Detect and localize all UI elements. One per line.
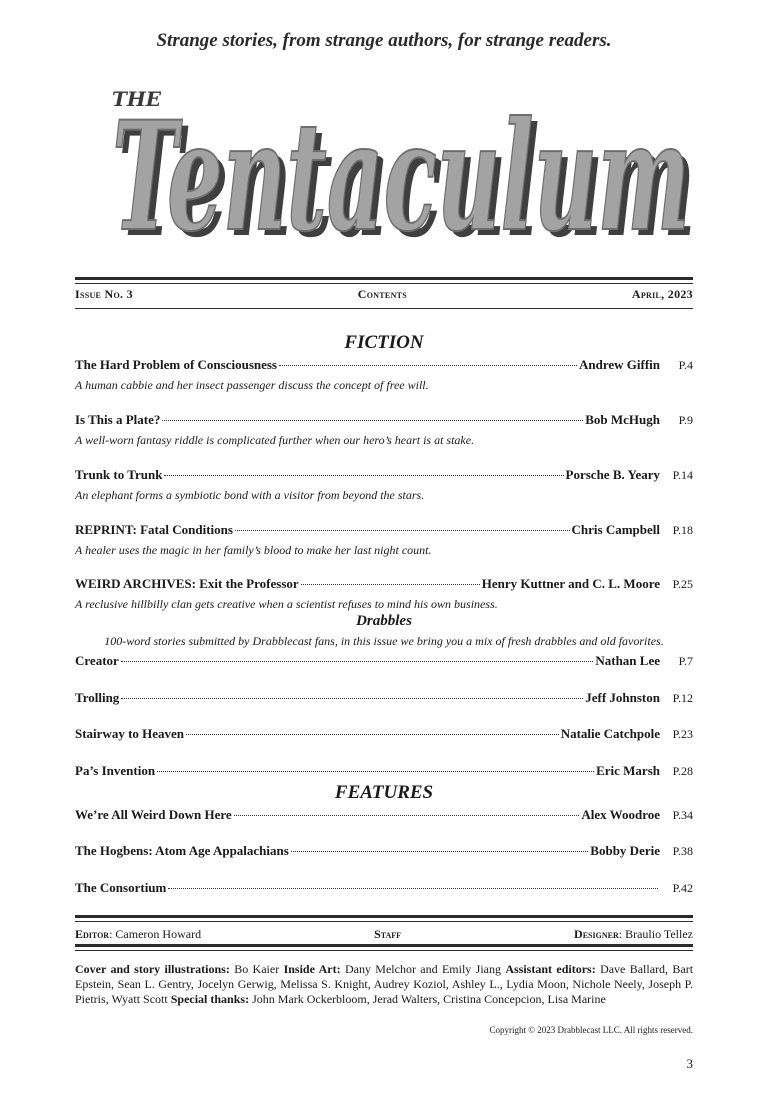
editor-credit: Editor: Cameron Howard xyxy=(75,927,202,941)
toc-entry[interactable] xyxy=(75,467,693,503)
toc-entry[interactable] xyxy=(75,522,693,558)
credits-paragraph xyxy=(75,962,693,1007)
masthead-title-shadow: Tentaculum xyxy=(118,95,696,266)
staff-label: Staff xyxy=(374,927,402,941)
entry-page: P.28 xyxy=(672,764,693,778)
toc-entry[interactable] xyxy=(75,576,693,612)
masthead-title: Tentaculum xyxy=(112,89,690,265)
inside-art-names: Dany Melchor and Emily Jiang xyxy=(344,962,501,976)
contents-label: Contents xyxy=(357,287,408,301)
dot-leader xyxy=(162,420,583,421)
entry-title: Is This a Plate? xyxy=(75,412,161,427)
entry-title: Stairway to Heaven xyxy=(75,726,185,741)
entry-page: P.38 xyxy=(672,844,693,858)
special-thanks-label: Special thanks: xyxy=(170,992,250,1006)
top-rule xyxy=(75,277,693,284)
toc-entry[interactable] xyxy=(75,412,693,448)
toc-entry[interactable] xyxy=(75,357,693,393)
masthead-logo xyxy=(70,66,700,266)
toc-entry[interactable] xyxy=(75,726,693,742)
entry-page: P.7 xyxy=(678,654,693,668)
entry-page: P.12 xyxy=(672,691,693,705)
entry-author: Chris Campbell xyxy=(571,522,660,537)
page-number: 3 xyxy=(686,1056,693,1071)
staff-bottom-rule xyxy=(75,944,693,951)
entry-author: Eric Marsh xyxy=(596,763,660,778)
toc-entry[interactable] xyxy=(75,690,693,706)
entry-author: Nathan Lee xyxy=(595,653,660,668)
entry-page: P.42 xyxy=(672,881,693,895)
entry-description: An elephant forms a symbiotic bond with a visitor from beyond the stars. xyxy=(75,488,425,502)
entry-description: A human cabbie and her insect passenger discuss the concept of free will. xyxy=(75,378,429,392)
entry-title: Creator xyxy=(75,653,119,668)
entry-title: Trolling xyxy=(75,690,120,705)
cover-label: Cover and story illustrations: xyxy=(75,962,230,976)
entry-author: Henry Kuttner and C. L. Moore xyxy=(481,576,660,591)
strip-bottom-rule xyxy=(75,308,693,309)
staff-top-rule xyxy=(75,915,693,922)
entry-author: Bobby Derie xyxy=(590,843,660,858)
entry-title: The Consortium xyxy=(75,880,167,895)
special-thanks-names: John Mark Ockerbloom, Jerad Walters, Cristina Concepcion, Lisa Marine xyxy=(252,992,606,1006)
features-heading: FEATURES xyxy=(334,782,434,803)
masthead-small-text: THE xyxy=(112,87,162,111)
dot-leader xyxy=(301,584,480,585)
cover-names: Bo Kaier xyxy=(234,962,280,976)
issue-strip xyxy=(75,287,693,302)
drabbles-description: 100-word stories submitted by Drabblecast fans, in this issue we bring you a mix of fresh drabbles and old favorites. xyxy=(104,634,664,648)
staff-strip xyxy=(75,927,693,942)
dot-leader xyxy=(235,530,570,531)
entry-page: P.14 xyxy=(672,468,693,482)
toc-entry[interactable] xyxy=(75,653,693,669)
entry-title: WEIRD ARCHIVES: Exit the Professor xyxy=(75,576,299,591)
entry-title: REPRINT: Fatal Conditions xyxy=(75,522,233,537)
assistant-editors-label: Assistant editors: xyxy=(505,962,596,976)
assistant-editors-names: Dave Ballard, Bart Epstein, Sean L. Gentry, Jocelyn Gerwig, Melissa S. Knight, Audrey Koziol, Ashley L., Lydia Moon, Nichole Neely, Joseph P. Pietris, Wyatt Scott xyxy=(75,962,694,1006)
dot-leader xyxy=(164,475,563,476)
dot-leader xyxy=(279,365,577,366)
entry-page: P.18 xyxy=(672,523,693,537)
drabbles-heading: Drabbles xyxy=(356,613,412,629)
entry-author: Bob McHugh xyxy=(585,412,660,427)
toc-entry[interactable] xyxy=(75,807,693,823)
entry-title: The Hogbens: Atom Age Appalachians xyxy=(75,843,289,858)
issue-date: April, 2023 xyxy=(631,287,693,301)
entry-description: A reclusive hillbilly clan gets creative when a scientist refuses to mind his own business. xyxy=(75,597,498,611)
entry-title: We’re All Weird Down Here xyxy=(75,807,232,822)
dot-leader xyxy=(157,771,594,772)
copyright-notice: Copyright © 2023 Drabblecast LLC. All rights reserved. xyxy=(489,1025,693,1035)
dot-leader xyxy=(121,661,594,662)
entry-title: Pa’s Invention xyxy=(75,763,156,778)
toc-entry[interactable] xyxy=(75,880,693,896)
dot-leader xyxy=(234,815,580,816)
fiction-heading: FICTION xyxy=(344,332,424,353)
dot-leader xyxy=(121,698,583,699)
entry-page: P.9 xyxy=(678,413,693,427)
entry-page: P.4 xyxy=(678,358,693,372)
entry-author: Natalie Catchpole xyxy=(560,726,660,741)
entry-author: Alex Woodroe xyxy=(581,807,660,822)
entry-page: P.34 xyxy=(672,808,693,822)
dot-leader xyxy=(186,734,559,735)
entry-description: A well-worn fantasy riddle is complicated further when our hero’s heart is at stake. xyxy=(75,433,475,447)
entry-author: Andrew Giffin xyxy=(578,357,660,372)
toc-entry[interactable] xyxy=(75,763,693,779)
entry-author: Porsche B. Yeary xyxy=(565,467,660,482)
tagline: Strange stories, from strange authors, for strange readers. xyxy=(156,30,612,51)
toc-entry[interactable] xyxy=(75,843,693,859)
entry-title: The Hard Problem of Consciousness xyxy=(75,357,277,372)
entry-author: Jeff Johnston xyxy=(585,690,660,705)
inside-art-label: Inside Art: xyxy=(283,962,341,976)
issue-number: Issue No. 3 xyxy=(75,287,133,301)
entry-title: Trunk to Trunk xyxy=(75,467,163,482)
dot-leader xyxy=(168,888,658,889)
designer-credit: Designer: Braulio Tellez xyxy=(574,927,693,941)
entry-description: A healer uses the magic in her family’s blood to make her last night count. xyxy=(75,543,432,557)
entry-page: P.23 xyxy=(672,727,693,741)
dot-leader xyxy=(291,851,588,852)
entry-page: P.25 xyxy=(672,577,693,591)
